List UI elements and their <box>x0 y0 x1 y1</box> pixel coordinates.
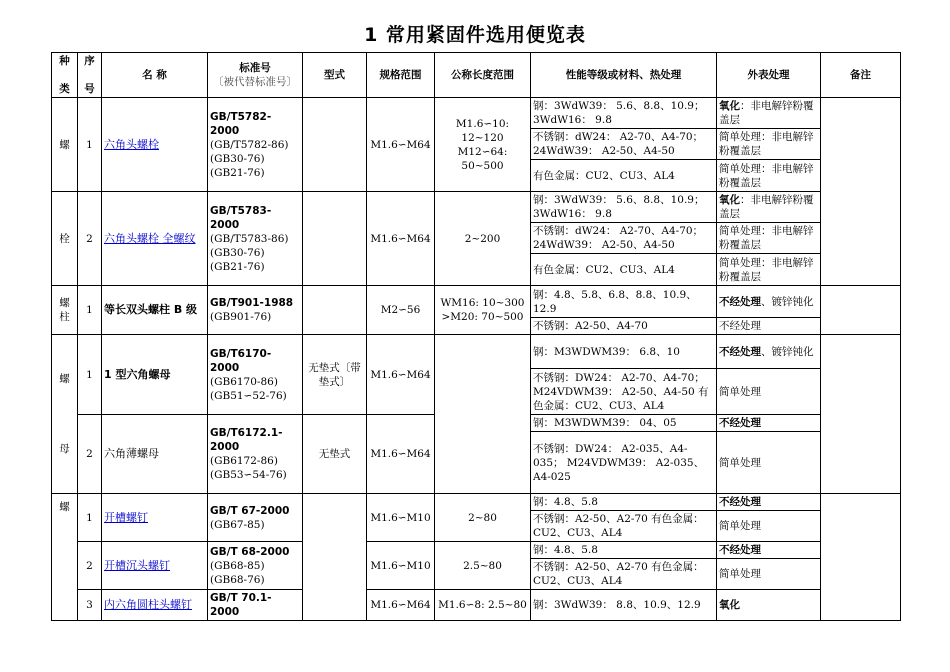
std-old: (GB6172-86) (GB53∽54-76) <box>210 455 287 481</box>
grade-cell: 不锈钢：A2-50、A4-70 <box>531 318 717 335</box>
grade-cell: 不锈钢：A2-50、A2-70 有色金属：CU2、CU3、AL4 <box>531 511 717 542</box>
type-cell: 无垫式 <box>303 415 367 494</box>
spec-cell: M1.6∽M64 <box>367 98 435 192</box>
grade-cell: 钢：3WdW39： 8.8、10.9、12.9 <box>531 590 717 621</box>
std-main: GB/T5782-2000 <box>210 110 272 137</box>
name-hex-nut: 1 型六角螺母 <box>104 367 171 381</box>
type-cell: 无垫式〔带垫式〕 <box>303 335 367 415</box>
type-cell <box>303 192 367 286</box>
std-old: (GB/T5783-86) (GB30-76) (GB21-76) <box>210 232 289 273</box>
spec-cell: M2∽56 <box>367 286 435 335</box>
surface-cell: 不经处理、镀锌钝化 <box>717 335 821 369</box>
type-cell <box>303 98 367 192</box>
length-cell: 2.5~80 <box>435 542 531 590</box>
grade-cell: 钢：3WdW39： 5.6、8.8、10.9；3WdW16： 9.8 <box>531 192 717 223</box>
std-main: GB/T 68-2000 <box>210 545 290 558</box>
note-cell <box>821 494 901 621</box>
grade-cell: 钢：3WdW39： 5.6、8.8、10.9；3WdW16： 9.8 <box>531 98 717 129</box>
std-main: GB/T901-1988 <box>210 297 294 309</box>
surface-cell: 简单处理 <box>717 559 821 590</box>
surface-cell: 简单处理：非电解锌粉覆盖层 <box>717 129 821 160</box>
grade-cell: 有色金属：CU2、CU3、AL4 <box>531 160 717 192</box>
std-main: GB/T 70.1-2000 <box>210 592 272 618</box>
link-hex-bolt[interactable]: 六角头螺栓 <box>104 137 159 151</box>
grade-cell: 不锈钢：DW24： A2-70、A4-70；M24VDWM39： A2-50、A4-50 有色金属：CU2、CU3、AL4 <box>531 369 717 415</box>
surface-cell: 简单处理：非电解锌粉覆盖层 <box>717 254 821 286</box>
spec-cell: M1.6∽M10 <box>367 494 435 542</box>
name-stud: 等长双头螺柱 B 级 <box>104 303 198 316</box>
kind-bolt-a: 螺 <box>52 98 78 192</box>
seq-cell: 2 <box>78 542 102 590</box>
header-seq: 序 号 <box>78 53 102 98</box>
grade-cell: 钢：M3WDWM39： 04、05 <box>531 415 717 432</box>
length-cell: 2~200 <box>435 192 531 286</box>
seq-cell: 1 <box>78 98 102 192</box>
surface-cell: 氧化：非电解锌粉覆盖层 <box>717 98 821 129</box>
length-cell: M1.6∽8: 2.5~80 <box>435 590 531 621</box>
surface-cell: 不经处理 <box>717 318 821 335</box>
seq-cell: 2 <box>78 415 102 494</box>
header-name: 名 称 <box>102 53 208 98</box>
std-old: (GB6170-86) (GB51∽52-76) <box>210 375 287 402</box>
note-cell <box>821 335 901 494</box>
length-cell <box>435 335 531 494</box>
length-cell: M1.6∽10: 12~120 M12∽64: 50~500 <box>435 98 531 192</box>
surface-cell: 简单处理 <box>717 511 821 542</box>
type-cell <box>303 286 367 335</box>
kind-stud: 螺 柱 <box>52 286 78 335</box>
spec-cell: M1.6∽M64 <box>367 192 435 286</box>
link-hex-bolt-full-thread[interactable]: 六角头螺栓 全螺纹 <box>104 231 196 245</box>
surface-cell: 不经处理、镀锌钝化 <box>717 286 821 318</box>
grade-cell: 不锈钢：A2-50、A2-70 有色金属：CU2、CU3、AL4 <box>531 559 717 590</box>
link-slotted-screw[interactable]: 开槽螺钉 <box>104 510 148 524</box>
surface-cell: 氧化 <box>717 590 821 621</box>
header-grade: 性能等级或材料、热处理 <box>531 53 717 98</box>
grade-cell: 钢：4.8、5.8 <box>531 494 717 511</box>
table-row <box>52 542 901 559</box>
kind-bolt-b: 栓 <box>52 192 78 286</box>
spec-cell: M1.6∽M10 <box>367 542 435 590</box>
length-cell: 2~80 <box>435 494 531 542</box>
length-cell: WM16: 10~300 >M20: 70~500 <box>435 286 531 335</box>
header-length: 公称长度范围 <box>435 53 531 98</box>
std-main: GB/T 67-2000 <box>210 504 290 517</box>
std-main: GB/T6172.1-2000 <box>210 427 283 453</box>
name-thin-nut: 六角薄螺母 <box>104 447 159 460</box>
surface-cell: 氧化：非电解锌粉覆盖层 <box>717 192 821 223</box>
link-socket-head-screw[interactable]: 内六角圆柱头螺钉 <box>104 598 192 611</box>
surface-cell: 简单处理：非电解锌粉覆盖层 <box>717 223 821 254</box>
grade-cell: 不锈钢：dW24： A2-70、A4-70；24WdW39： A2-50、A4-50 <box>531 129 717 160</box>
header-std-sub: 〔被代替标准号〕 <box>213 76 297 88</box>
header-std: 标准号 〔被代替标准号〕 <box>208 53 303 98</box>
type-cell <box>303 494 367 621</box>
table-row <box>52 286 901 318</box>
seq-cell: 1 <box>78 494 102 542</box>
grade-cell: 钢：4.8、5.8、6.8、8.8、10.9、12.9 <box>531 286 717 318</box>
table-row <box>52 494 901 511</box>
surface-cell: 不经处理 <box>717 494 821 511</box>
table-row <box>52 590 901 621</box>
spec-cell: M1.6∽M64 <box>367 415 435 494</box>
header-spec: 规格范围 <box>367 53 435 98</box>
surface-cell: 简单处理：非电解锌粉覆盖层 <box>717 160 821 192</box>
link-countersunk-screw[interactable]: 开槽沉头螺钉 <box>104 558 170 572</box>
seq-cell: 1 <box>78 286 102 335</box>
surface-cell: 不经处理 <box>717 415 821 432</box>
surface-cell: 简单处理 <box>717 369 821 415</box>
grade-cell: 不锈钢：dW24： A2-70、A4-70；24WdW39： A2-50、A4-50 <box>531 223 717 254</box>
note-cell <box>821 286 901 335</box>
seq-cell: 2 <box>78 192 102 286</box>
std-old: (GB68-85) (GB68-76) <box>210 559 265 586</box>
header-row <box>52 53 901 98</box>
table-row <box>52 98 901 129</box>
std-main: GB/T6170-2000 <box>210 347 272 374</box>
grade-cell: 有色金属：CU2、CU3、AL4 <box>531 254 717 286</box>
table-row <box>52 192 901 223</box>
kind-nut: 螺 母 <box>52 335 78 494</box>
header-kind: 种 类 <box>52 53 78 98</box>
header-type: 型式 <box>303 53 367 98</box>
header-surface: 外表处理 <box>717 53 821 98</box>
spec-cell: M1.6∽M64 <box>367 335 435 415</box>
header-note: 备注 <box>821 53 901 98</box>
std-old: (GB/T5782-86) (GB30-76) (GB21-76) <box>210 138 289 179</box>
surface-cell: 简单处理 <box>717 432 821 494</box>
surface-cell: 不经处理 <box>717 542 821 559</box>
kind-screw: 螺 <box>52 494 78 621</box>
std-main: GB/T5783-2000 <box>210 204 272 231</box>
std-old: (GB901-76) <box>210 311 272 323</box>
page-title: 1 常用紧固件选用便览表 <box>364 24 586 46</box>
grade-cell: 钢：4.8、5.8 <box>531 542 717 559</box>
note-cell <box>821 98 901 286</box>
spec-cell: M1.6∽M64 <box>367 590 435 621</box>
grade-cell: 不锈钢：DW24： A2-035、A4-035； M24VDWM39： A2-035、A4-025 <box>531 432 717 494</box>
grade-cell: 钢：M3WDWM39： 6.8、10 <box>531 335 717 369</box>
seq-cell: 1 <box>78 335 102 415</box>
std-old: (GB67-85) <box>210 518 265 531</box>
fastener-table <box>51 52 901 621</box>
seq-cell: 3 <box>78 590 102 621</box>
table-row <box>52 335 901 369</box>
